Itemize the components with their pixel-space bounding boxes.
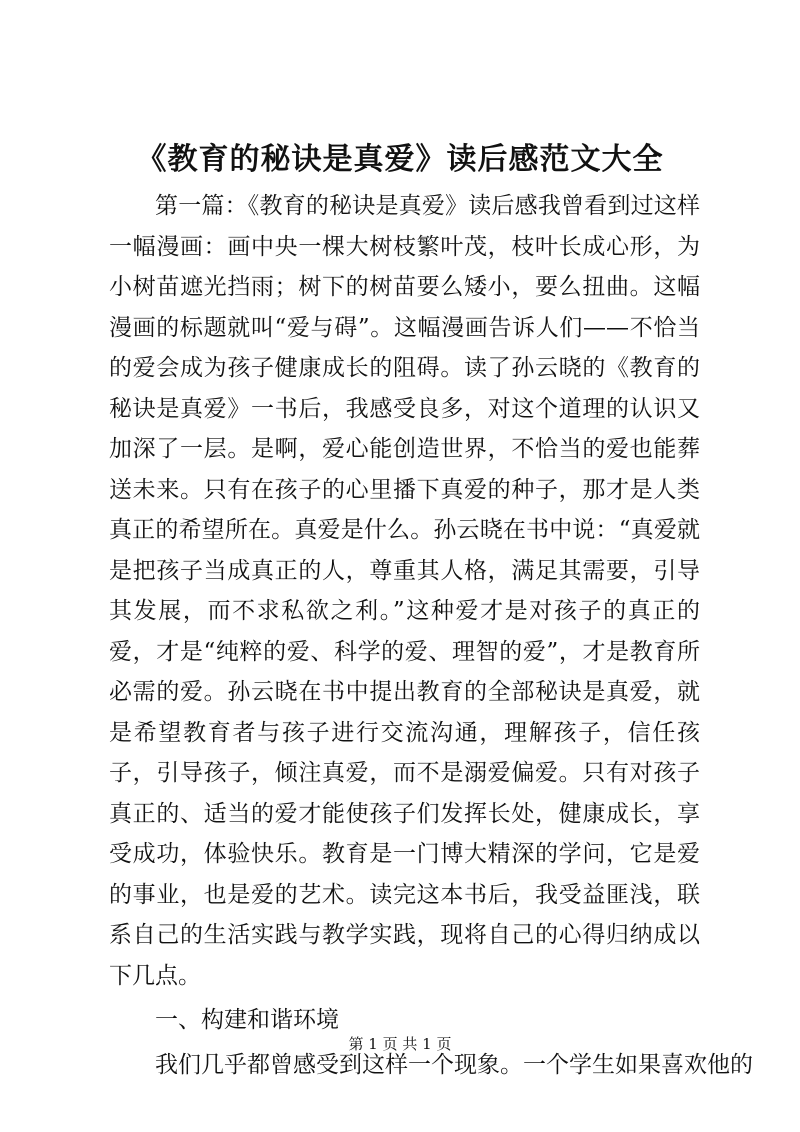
body-paragraph-continued: 我们几乎都曾感受到这样一个现象。一个学生如果喜欢他的 xyxy=(155,1051,753,1078)
page-footer: 第 1 页 共 1 页 xyxy=(348,1035,452,1053)
document-body xyxy=(109,186,753,1085)
document-title: 《教育的秘诀是真爱》读后感范文大全 xyxy=(136,142,664,177)
section-heading: 一、构建和谐环境 xyxy=(155,1007,339,1033)
body-paragraph: 第一篇：《教育的秘诀是真爱》读后感我曾看到过这样一幅漫画：画中央一棵大树枝繁叶茂，枝叶长成心形，为小树苗遮光挡雨；树下的树苗要么矮小，要么扭曲。这幅漫画的标题就叫“爱与碍”。这幅漫画告诉人们——不恰当的爱会成为孩子健康成长的阻碍。读了孙云晓的《教育的秘诀是真爱》一书后，我感受良多，对这个道理的认识又加深了一层。是啊，爱心能创造世界，不恰当的爱也能葬送未来。只有在孩子的心里播下真爱的种子，那才是人类真正的希望所在。真爱是什么。孙云晓在书中说：“真爱就是把孩子当成真正的人，尊重其人格，满足其需要，引导其发展，而不求私欲之利。”这种爱才是对孩子的真正的爱，才是“纯粹的爱、科学的爱、理智的爱”，才是教育所必需的爱。孙云晓在书中提出教育的全部秘诀是真爱，就是希望教育者与孩子进行交流沟通，理解孩子，信任孩子，引导孩子，倾注真爱，而不是溺爱偏爱。只有对孩子真正的、适当的爱才能使孩子们发挥长处，健康成长，享受成功，体验快乐。教育是一门博大精深的学问，它是爱的事业，也是爱的艺术。读完这本书后，我受益匪浅，联系自己的生活实践与教学实践，现将自己的心得归纳成以下几点。 xyxy=(109,193,700,989)
